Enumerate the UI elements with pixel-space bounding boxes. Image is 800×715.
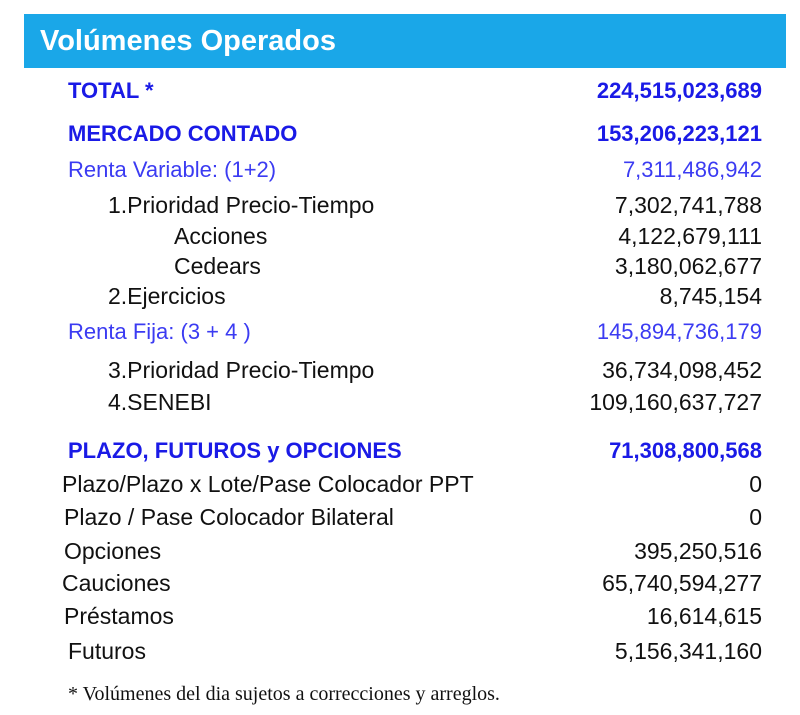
table-row-prestamos (0, 601, 800, 631)
row-value-plazo-ppt: 0 (749, 471, 762, 497)
row-label-senebi: 4.SENEBI (108, 389, 212, 415)
table-row-cedears (0, 251, 800, 281)
row-value-mercado-contado: 153,206,223,121 (596, 121, 762, 146)
row-label-plazo-ppt: Plazo/Plazo x Lote/Pase Colocador PPT (62, 471, 474, 497)
row-label-prioridad-3: 3.Prioridad Precio-Tiempo (108, 357, 375, 383)
row-value-futuros: 5,156,341,160 (614, 638, 762, 664)
row-label-futuros: Futuros (68, 638, 146, 664)
row-value-prioridad-1: 7,302,741,788 (614, 192, 762, 218)
table-row-prioridad-1 (0, 190, 800, 220)
row-value-opciones: 395,250,516 (634, 538, 762, 564)
row-label-acciones: Acciones (174, 223, 268, 249)
row-label-renta-fija: Renta Fija: (3 + 4 ) (68, 319, 251, 344)
table-row-ejercicios (0, 281, 800, 311)
row-value-cauciones: 65,740,594,277 (602, 570, 762, 596)
table-row-renta-fija (0, 317, 800, 347)
row-value-renta-variable: 7,311,486,942 (622, 157, 762, 182)
row-label-renta-variable: Renta Variable: (1+2) (68, 157, 277, 182)
row-label-ejercicios: 2.Ejercicios (108, 283, 226, 309)
table-row-acciones (0, 221, 800, 251)
table-row-cauciones (0, 568, 800, 598)
row-value-plazo-bilateral: 0 (749, 504, 762, 530)
table-row-senebi (0, 387, 800, 417)
row-label-prioridad-1: 1.Prioridad Precio-Tiempo (108, 192, 375, 218)
row-value-cedears: 3,180,062,677 (614, 253, 762, 279)
table-row-plazo-ppt (0, 469, 800, 499)
row-value-acciones: 4,122,679,111 (618, 223, 762, 249)
table-row-prioridad-3 (0, 355, 800, 385)
row-value-total: 224,515,023,689 (596, 78, 762, 103)
row-value-renta-fija: 145,894,736,179 (596, 319, 762, 344)
footnote: * Volúmenes del dia sujetos a correcciones y arreglos. (68, 683, 500, 705)
row-value-senebi: 109,160,637,727 (589, 389, 762, 415)
row-label-total: TOTAL * (68, 78, 154, 103)
row-label-cedears: Cedears (174, 253, 261, 279)
row-value-ejercicios: 8,745,154 (659, 283, 762, 309)
row-value-prestamos: 16,614,615 (646, 603, 762, 629)
table-row-futuros (0, 636, 800, 666)
row-label-plazo-futuros-opciones: PLAZO, FUTUROS y OPCIONES (68, 438, 402, 463)
table-row-mercado-contado (0, 119, 800, 149)
section-title: Volúmenes Operados (40, 25, 336, 57)
row-label-mercado-contado: MERCADO CONTADO (68, 121, 298, 146)
row-label-prestamos: Préstamos (64, 603, 174, 629)
table-row-total (0, 76, 800, 106)
row-value-plazo-futuros-opciones: 71,308,800,568 (609, 438, 762, 463)
table-row-plazo-bilateral (0, 502, 800, 532)
row-label-opciones: Opciones (64, 538, 162, 564)
row-value-prioridad-3: 36,734,098,452 (602, 357, 762, 383)
table-row-renta-variable (0, 155, 800, 185)
table-row-opciones (0, 536, 800, 566)
row-label-cauciones: Cauciones (62, 570, 171, 596)
table-row-plazo-futuros-opciones (0, 436, 800, 466)
row-label-plazo-bilateral: Plazo / Pase Colocador Bilateral (64, 504, 394, 530)
section-header (24, 14, 786, 68)
